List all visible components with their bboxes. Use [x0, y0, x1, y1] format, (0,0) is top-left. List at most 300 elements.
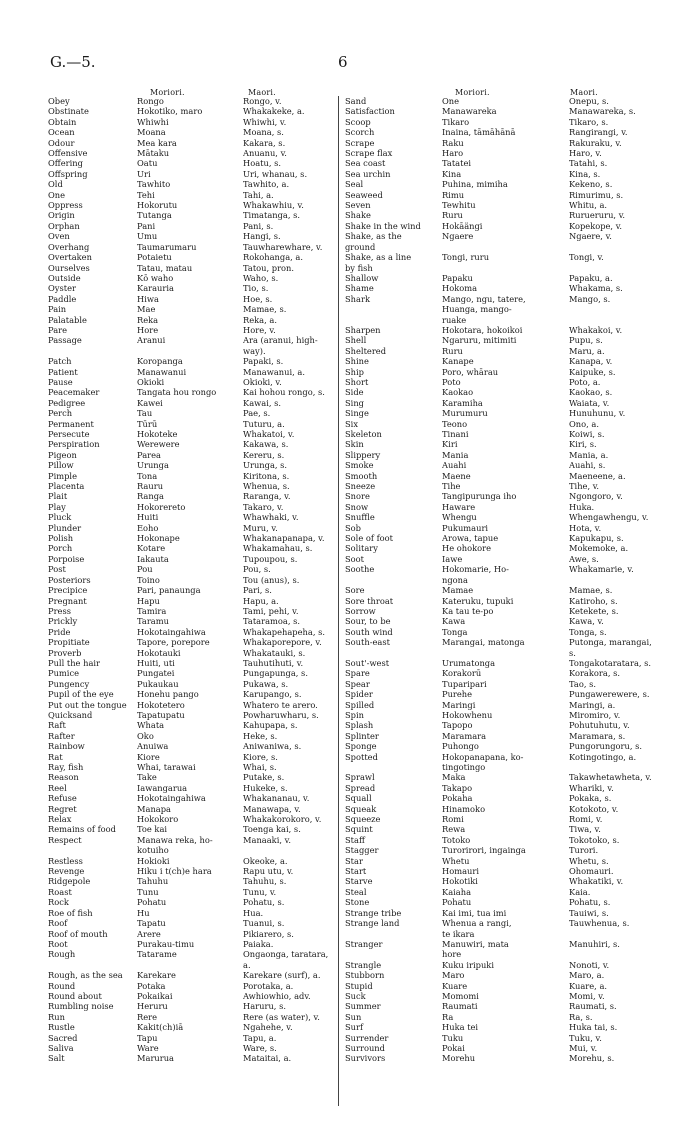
vocabulary-row [345, 970, 675, 980]
vocabulary-row [48, 845, 336, 855]
english-word: Pillow [48, 460, 74, 471]
english-word: Sea urchin [345, 168, 391, 179]
moriori-word: tingotingo [442, 762, 486, 772]
vocabulary-row [345, 835, 675, 845]
maori-word: Ono, a. [569, 418, 599, 429]
column-header-maori-right: Maori. [570, 88, 598, 97]
maori-word: Whakatoi, v. [243, 429, 295, 439]
english-word: Regret [48, 803, 77, 814]
maori-word: Pungorungoru, s. [569, 741, 643, 752]
maori-word: Whakamahau, s. [243, 543, 313, 554]
moriori-word: Iakauta [137, 553, 169, 564]
maori-word: Papaki, s. [243, 356, 284, 367]
english-word: Spider [345, 689, 373, 700]
moriori-word: Tapu [137, 1032, 158, 1043]
vocabulary-row [345, 439, 675, 449]
vocabulary-row [345, 783, 675, 793]
maori-word: Putonga, marangai, [569, 637, 652, 648]
vocabulary-row [345, 866, 675, 876]
maori-word: Kakawa, s. [243, 439, 289, 450]
vocabulary-row [345, 700, 675, 710]
maori-word: Hua. [243, 907, 264, 918]
maori-word: Heke, s. [243, 730, 278, 741]
maori-word: Pohutuhutu, v. [569, 720, 630, 731]
english-word: Sun [345, 1011, 362, 1022]
moriori-word: Whengu [442, 512, 477, 523]
moriori-word: Hokoteke [137, 429, 178, 439]
english-word: Strange land [345, 918, 400, 929]
english-word: Squint [345, 824, 373, 835]
moriori-word: Ware [137, 1042, 159, 1053]
vocabulary-row [345, 648, 675, 658]
english-word: Satisfaction [345, 106, 395, 117]
english-word: Pigeon [48, 449, 77, 460]
maori-word: Auahi, s. [569, 460, 606, 471]
maori-word: Kotingotingo, a. [569, 751, 637, 762]
english-word: Pimple [48, 470, 77, 481]
english-word [345, 575, 442, 585]
vocabulary-row [48, 918, 336, 928]
english-word: by fish [345, 262, 373, 273]
maori-word: Waiata, v. [569, 397, 610, 408]
english-word: Proverb [48, 647, 82, 658]
moriori-word: Manawa reka, ho- [137, 834, 213, 845]
vocabulary-row [48, 377, 336, 387]
english-word: Sing [345, 397, 364, 408]
maori-word: Tataramoa, s. [243, 616, 301, 627]
vocabulary-row [345, 1001, 675, 1011]
moriori-word: Purehe [442, 689, 473, 700]
english-word: Porch [48, 543, 73, 554]
vocabulary-row [48, 190, 336, 200]
maori-word: Pungapunga, s. [243, 668, 308, 679]
maori-word: Tongakotaratara, s. [569, 657, 652, 668]
vocabulary-row [48, 481, 336, 491]
english-word: Post [48, 564, 66, 575]
vocabulary-row [345, 658, 675, 668]
vocabulary-row [345, 1012, 675, 1022]
moriori-word: Tapatupatu [137, 709, 185, 720]
vocabulary-row [48, 970, 336, 980]
vocabulary-row [48, 419, 336, 429]
maori-word: Whakatauki, s. [243, 647, 306, 658]
maori-word: Kiritona, s. [243, 470, 290, 481]
moriori-word: Tapore, porepore [137, 637, 210, 648]
vocabulary-row [48, 772, 336, 782]
english-word: Reel [48, 782, 67, 793]
moriori-word: Whata [137, 720, 165, 731]
maori-word: Rongo, v. [243, 96, 282, 106]
vocabulary-row [345, 523, 675, 533]
english-word: Sacred [48, 1032, 78, 1043]
moriori-word: Karauria [137, 283, 174, 294]
moriori-word: Kanape [442, 356, 474, 367]
vocabulary-row [48, 96, 336, 106]
moriori-word: Whiwhi [137, 116, 169, 127]
english-word: Odour [48, 137, 75, 148]
english-word: ground [345, 241, 376, 252]
vocabulary-row [48, 127, 336, 137]
vocabulary-row [48, 793, 336, 803]
maori-word: Takawhetawheta, v. [569, 772, 652, 783]
left-vocabulary-column [48, 96, 336, 1064]
english-word: Spin [345, 709, 364, 720]
english-word: Overtaken [48, 252, 92, 263]
english-word [48, 346, 137, 356]
maori-word: Mokemoke, a. [569, 543, 629, 554]
moriori-word: Huiti, uti [137, 657, 175, 668]
moriori-word: Parea [137, 449, 161, 460]
moriori-word: Tatatei [442, 158, 472, 169]
moriori-word: Moana [137, 127, 166, 138]
moriori-word: Turorirori, ingainga [442, 845, 526, 856]
vocabulary-row [345, 887, 675, 897]
maori-word: Momi, v. [569, 990, 605, 1001]
maori-word: Mango, s. [569, 293, 611, 304]
vocabulary-row [345, 606, 675, 616]
moriori-word: Kiore [137, 751, 160, 762]
english-word: Star [345, 855, 363, 866]
moriori-word: Pokaha [442, 793, 473, 804]
moriori-word: Marurua [137, 1053, 175, 1064]
vocabulary-row [48, 335, 336, 345]
english-word: Scorch [345, 127, 375, 138]
vocabulary-row [48, 939, 336, 949]
moriori-word: Hokonape [137, 533, 180, 544]
maori-word: Ware, s. [243, 1042, 277, 1053]
moriori-word: Tunu [137, 886, 159, 897]
english-word: Pupil of the eye [48, 689, 114, 700]
english-word: Shake in the wind [345, 220, 421, 231]
english-word: Pluck [48, 512, 72, 523]
moriori-word: One [442, 96, 460, 106]
maori-word: Kereru, s. [243, 449, 285, 460]
english-word: Six [345, 418, 359, 429]
vocabulary-row [345, 918, 675, 928]
english-word: Rough, as the sea [48, 970, 123, 981]
vocabulary-row [48, 689, 336, 699]
vocabulary-row [48, 356, 336, 366]
vocabulary-row [345, 856, 675, 866]
english-word: Pungency [48, 678, 90, 689]
vocabulary-row [48, 1022, 336, 1032]
moriori-word: Hiku i t(ch)e hara [137, 866, 212, 877]
vocabulary-row [48, 221, 336, 231]
moriori-word: Tona [137, 470, 158, 481]
vocabulary-row [345, 804, 675, 814]
english-word [345, 648, 442, 658]
vocabulary-row [48, 1043, 336, 1053]
moriori-word: Tuku [442, 1032, 464, 1043]
moriori-word: Raku [442, 137, 464, 148]
moriori-word: Tawhito [137, 179, 171, 190]
vocabulary-row [48, 731, 336, 741]
vocabulary-row [48, 783, 336, 793]
english-word: Surrender [345, 1032, 389, 1043]
vocabulary-row [48, 512, 336, 522]
english-word: Restless [48, 855, 83, 866]
english-word: Sore [345, 585, 365, 596]
vocabulary-row [345, 356, 675, 366]
vocabulary-row [48, 148, 336, 158]
maori-word: Tao, s. [569, 678, 597, 689]
moriori-word: Mamae [442, 585, 474, 596]
vocabulary-row [48, 887, 336, 897]
english-word: Roof of mouth [48, 928, 108, 939]
english-word: Scrape [345, 137, 375, 148]
maori-word: Hukeke, s. [243, 782, 288, 793]
maori-word [569, 575, 675, 585]
maori-word [569, 762, 675, 772]
maori-word: Kawa, v. [569, 616, 604, 627]
english-word: Snore [345, 491, 370, 502]
maori-word: Haro, v. [569, 148, 602, 159]
vocabulary-row [345, 564, 675, 574]
moriori-word: Rongo [137, 96, 164, 106]
english-word: Shake, as the [345, 231, 402, 242]
moriori-word: Hokotetero [137, 699, 185, 710]
english-word: Ray, fish [48, 762, 84, 772]
english-word: Summer [345, 1001, 381, 1012]
maori-word: Ngahehe, v. [243, 1022, 293, 1033]
maori-word: Hota, v. [569, 522, 602, 533]
vocabulary-row [345, 939, 675, 949]
english-word: Starve [345, 876, 373, 887]
maori-word: Kawai, s. [243, 397, 282, 408]
moriori-word: Manuwiri, mata [442, 938, 509, 949]
moriori-word: Pohatu [442, 897, 472, 908]
english-word: Oven [48, 231, 70, 242]
vocabulary-row [345, 460, 675, 470]
maori-word: Muru, v. [243, 522, 278, 533]
moriori-word: Mae [137, 304, 156, 315]
vocabulary-row [48, 637, 336, 647]
moriori-word: Tikaro [442, 116, 470, 127]
english-word: Smoke [345, 460, 374, 471]
vocabulary-row [345, 221, 675, 231]
maori-word: Timatanga, s. [243, 210, 301, 221]
english-word: Persecute [48, 429, 90, 439]
vocabulary-row [345, 720, 675, 730]
vocabulary-row [48, 325, 336, 335]
english-word: Round [48, 980, 76, 991]
vocabulary-row [345, 429, 675, 439]
english-word: Passage [48, 335, 82, 346]
english-word: Ourselves [48, 262, 90, 273]
maori-word: Pou, s. [243, 564, 271, 575]
english-word: Ridgepole [48, 876, 91, 887]
moriori-word: Pani [137, 220, 156, 231]
moriori-word: kotuiho [137, 845, 169, 856]
vocabulary-row [48, 949, 336, 959]
english-word: Stupid [345, 980, 373, 991]
moriori-word: Kuare [442, 980, 468, 991]
moriori-word: Tau [137, 408, 153, 419]
maori-word: Kopekope, v. [569, 220, 623, 231]
moriori-word: Tongi, ruru [442, 252, 490, 263]
maori-word: Tauhutihuti, v. [243, 657, 304, 668]
moriori-word: Potaka [137, 980, 166, 991]
english-word: Sea coast [345, 158, 386, 169]
moriori-word: Ngaruru, mitimiti [442, 335, 517, 346]
maori-word: Koiwi, s. [569, 429, 605, 439]
vocabulary-row [345, 949, 675, 959]
english-word: Pedigree [48, 397, 86, 408]
maori-word: Tokotoko, s. [569, 834, 620, 845]
vocabulary-row [48, 752, 336, 762]
maori-word: Tiwa, v. [569, 824, 601, 835]
english-word: Obtain [48, 116, 77, 127]
vocabulary-row [48, 960, 336, 970]
vocabulary-row [48, 1001, 336, 1011]
vocabulary-row [345, 543, 675, 553]
maori-word: Rakuraku, v. [569, 137, 622, 148]
moriori-word: Tangata hou rongo [137, 387, 217, 398]
vocabulary-row [48, 367, 336, 377]
english-word: Plait [48, 491, 68, 502]
english-word: Sout'-west [345, 657, 390, 668]
english-word: Press [48, 605, 71, 616]
vocabulary-row [48, 679, 336, 689]
moriori-word: Karekare [137, 970, 176, 981]
maori-word: Whiwhi, v. [243, 116, 287, 127]
maori-word: Okeoke, a. [243, 855, 288, 866]
english-word: Overhang [48, 241, 90, 252]
maori-word: Waho, s. [243, 272, 279, 283]
moriori-word: Tihe [442, 481, 461, 492]
vocabulary-row [345, 960, 675, 970]
vocabulary-row [345, 408, 675, 418]
vocabulary-row [48, 835, 336, 845]
moriori-word: Homauri [442, 866, 480, 877]
english-word [48, 960, 137, 970]
vocabulary-row [48, 273, 336, 283]
maori-word: Rimurimu, s. [569, 189, 624, 200]
english-word: Roe of fish [48, 907, 93, 918]
moriori-word: Umu [137, 231, 158, 242]
english-word: Shell [345, 335, 367, 346]
maori-word: Pokaka, s. [569, 793, 612, 804]
vocabulary-row [48, 991, 336, 1001]
english-word: Plunder [48, 522, 82, 533]
column-header-maori: Maori. [248, 88, 276, 97]
moriori-word: Whai, tarawai [137, 762, 196, 772]
maori-word: Kiore, s. [243, 751, 278, 762]
english-word: Suck [345, 990, 366, 1001]
vocabulary-row [48, 408, 336, 418]
maori-word: Mataitai, a. [243, 1053, 292, 1064]
moriori-word: Tapatu [137, 918, 166, 929]
english-word: Stagger [345, 845, 379, 856]
maori-word: Rangirangi, v. [569, 127, 628, 138]
vocabulary-row [345, 575, 675, 585]
vocabulary-row [48, 283, 336, 293]
maori-word: Hore, v. [243, 324, 276, 335]
moriori-word: Heruru [137, 1001, 168, 1012]
moriori-word: Kaokao [442, 387, 474, 398]
maori-word: Hunuhunu, v. [569, 408, 626, 419]
english-word: Refuse [48, 793, 77, 804]
maori-word: Tikaro, s. [569, 116, 609, 127]
moriori-word: Ruru [442, 345, 463, 356]
vocabulary-row [345, 138, 675, 148]
english-word: Sponge [345, 741, 377, 752]
vocabulary-row [345, 1033, 675, 1043]
moriori-word: Iawe [442, 553, 463, 564]
english-word: Revenge [48, 866, 85, 877]
moriori-word: Tuparipari [442, 678, 487, 689]
moriori-word: Mea kara [137, 137, 177, 148]
vocabulary-row [48, 929, 336, 939]
english-word: Patient [48, 366, 78, 377]
maori-word: Maru, a. [569, 345, 605, 356]
maori-word: Mania, a. [569, 449, 609, 460]
english-word: Oyster [48, 283, 76, 294]
english-word: Singe [345, 408, 369, 419]
vocabulary-row [48, 648, 336, 658]
maori-word: Nonoti, v. [569, 959, 610, 970]
maori-word: Whakaporepore, v. [243, 637, 322, 648]
english-word: Surf [345, 1022, 364, 1033]
maori-word: Whengawhengu, v. [569, 512, 649, 523]
moriori-word: Tutanga [137, 210, 172, 221]
moriori-word: Rewa [442, 824, 466, 835]
maori-word: Whakatiki, v. [569, 876, 624, 887]
english-word: Stone [345, 897, 370, 908]
vocabulary-row [345, 981, 675, 991]
maori-word: Papaku, a. [569, 272, 613, 283]
moriori-word: Teono [442, 418, 468, 429]
moriori-word: Hokotauki [137, 647, 181, 658]
english-word: Shake [345, 210, 371, 221]
vocabulary-row [345, 273, 675, 283]
vocabulary-row [345, 627, 675, 637]
maori-word: Kakara, s. [243, 137, 286, 148]
vocabulary-row [48, 263, 336, 273]
maori-word [569, 929, 675, 939]
moriori-word: Inaina, tāmāhānā [442, 127, 516, 138]
moriori-word: Tamira [137, 605, 167, 616]
moriori-word: Honehu pango [137, 689, 199, 700]
moriori-word: Huka tei [442, 1022, 479, 1033]
moriori-word: Pou [137, 564, 153, 575]
english-word: Squeak [345, 803, 377, 814]
moriori-word: Auahi [442, 460, 467, 471]
moriori-word: Pokaikai [137, 990, 173, 1001]
maori-word: Romi, v. [569, 814, 603, 825]
vocabulary-row [345, 315, 675, 325]
moriori-word: Pukaukau [137, 678, 179, 689]
maori-word: Whatero te arero. [243, 699, 318, 710]
moriori-word: Huanga, mango- [442, 304, 512, 315]
vocabulary-row [345, 335, 675, 345]
vocabulary-row [345, 793, 675, 803]
maori-word: Tapu, a. [243, 1032, 277, 1043]
english-word: Perspiration [48, 439, 100, 450]
vocabulary-row [48, 543, 336, 553]
vocabulary-row [345, 231, 675, 241]
maori-word: Tuanui, s. [243, 918, 285, 929]
maori-word: Whetu, s. [569, 855, 609, 866]
maori-word: Tio, s. [243, 283, 269, 294]
maori-word: Maeneene, a. [569, 470, 626, 481]
english-word: Survivors [345, 1053, 386, 1064]
english-word: Spotted [345, 751, 378, 762]
vocabulary-row [345, 106, 675, 116]
moriori-word: Mania [442, 449, 469, 460]
vocabulary-row [345, 158, 675, 168]
moriori-word: Maringi [442, 699, 476, 710]
